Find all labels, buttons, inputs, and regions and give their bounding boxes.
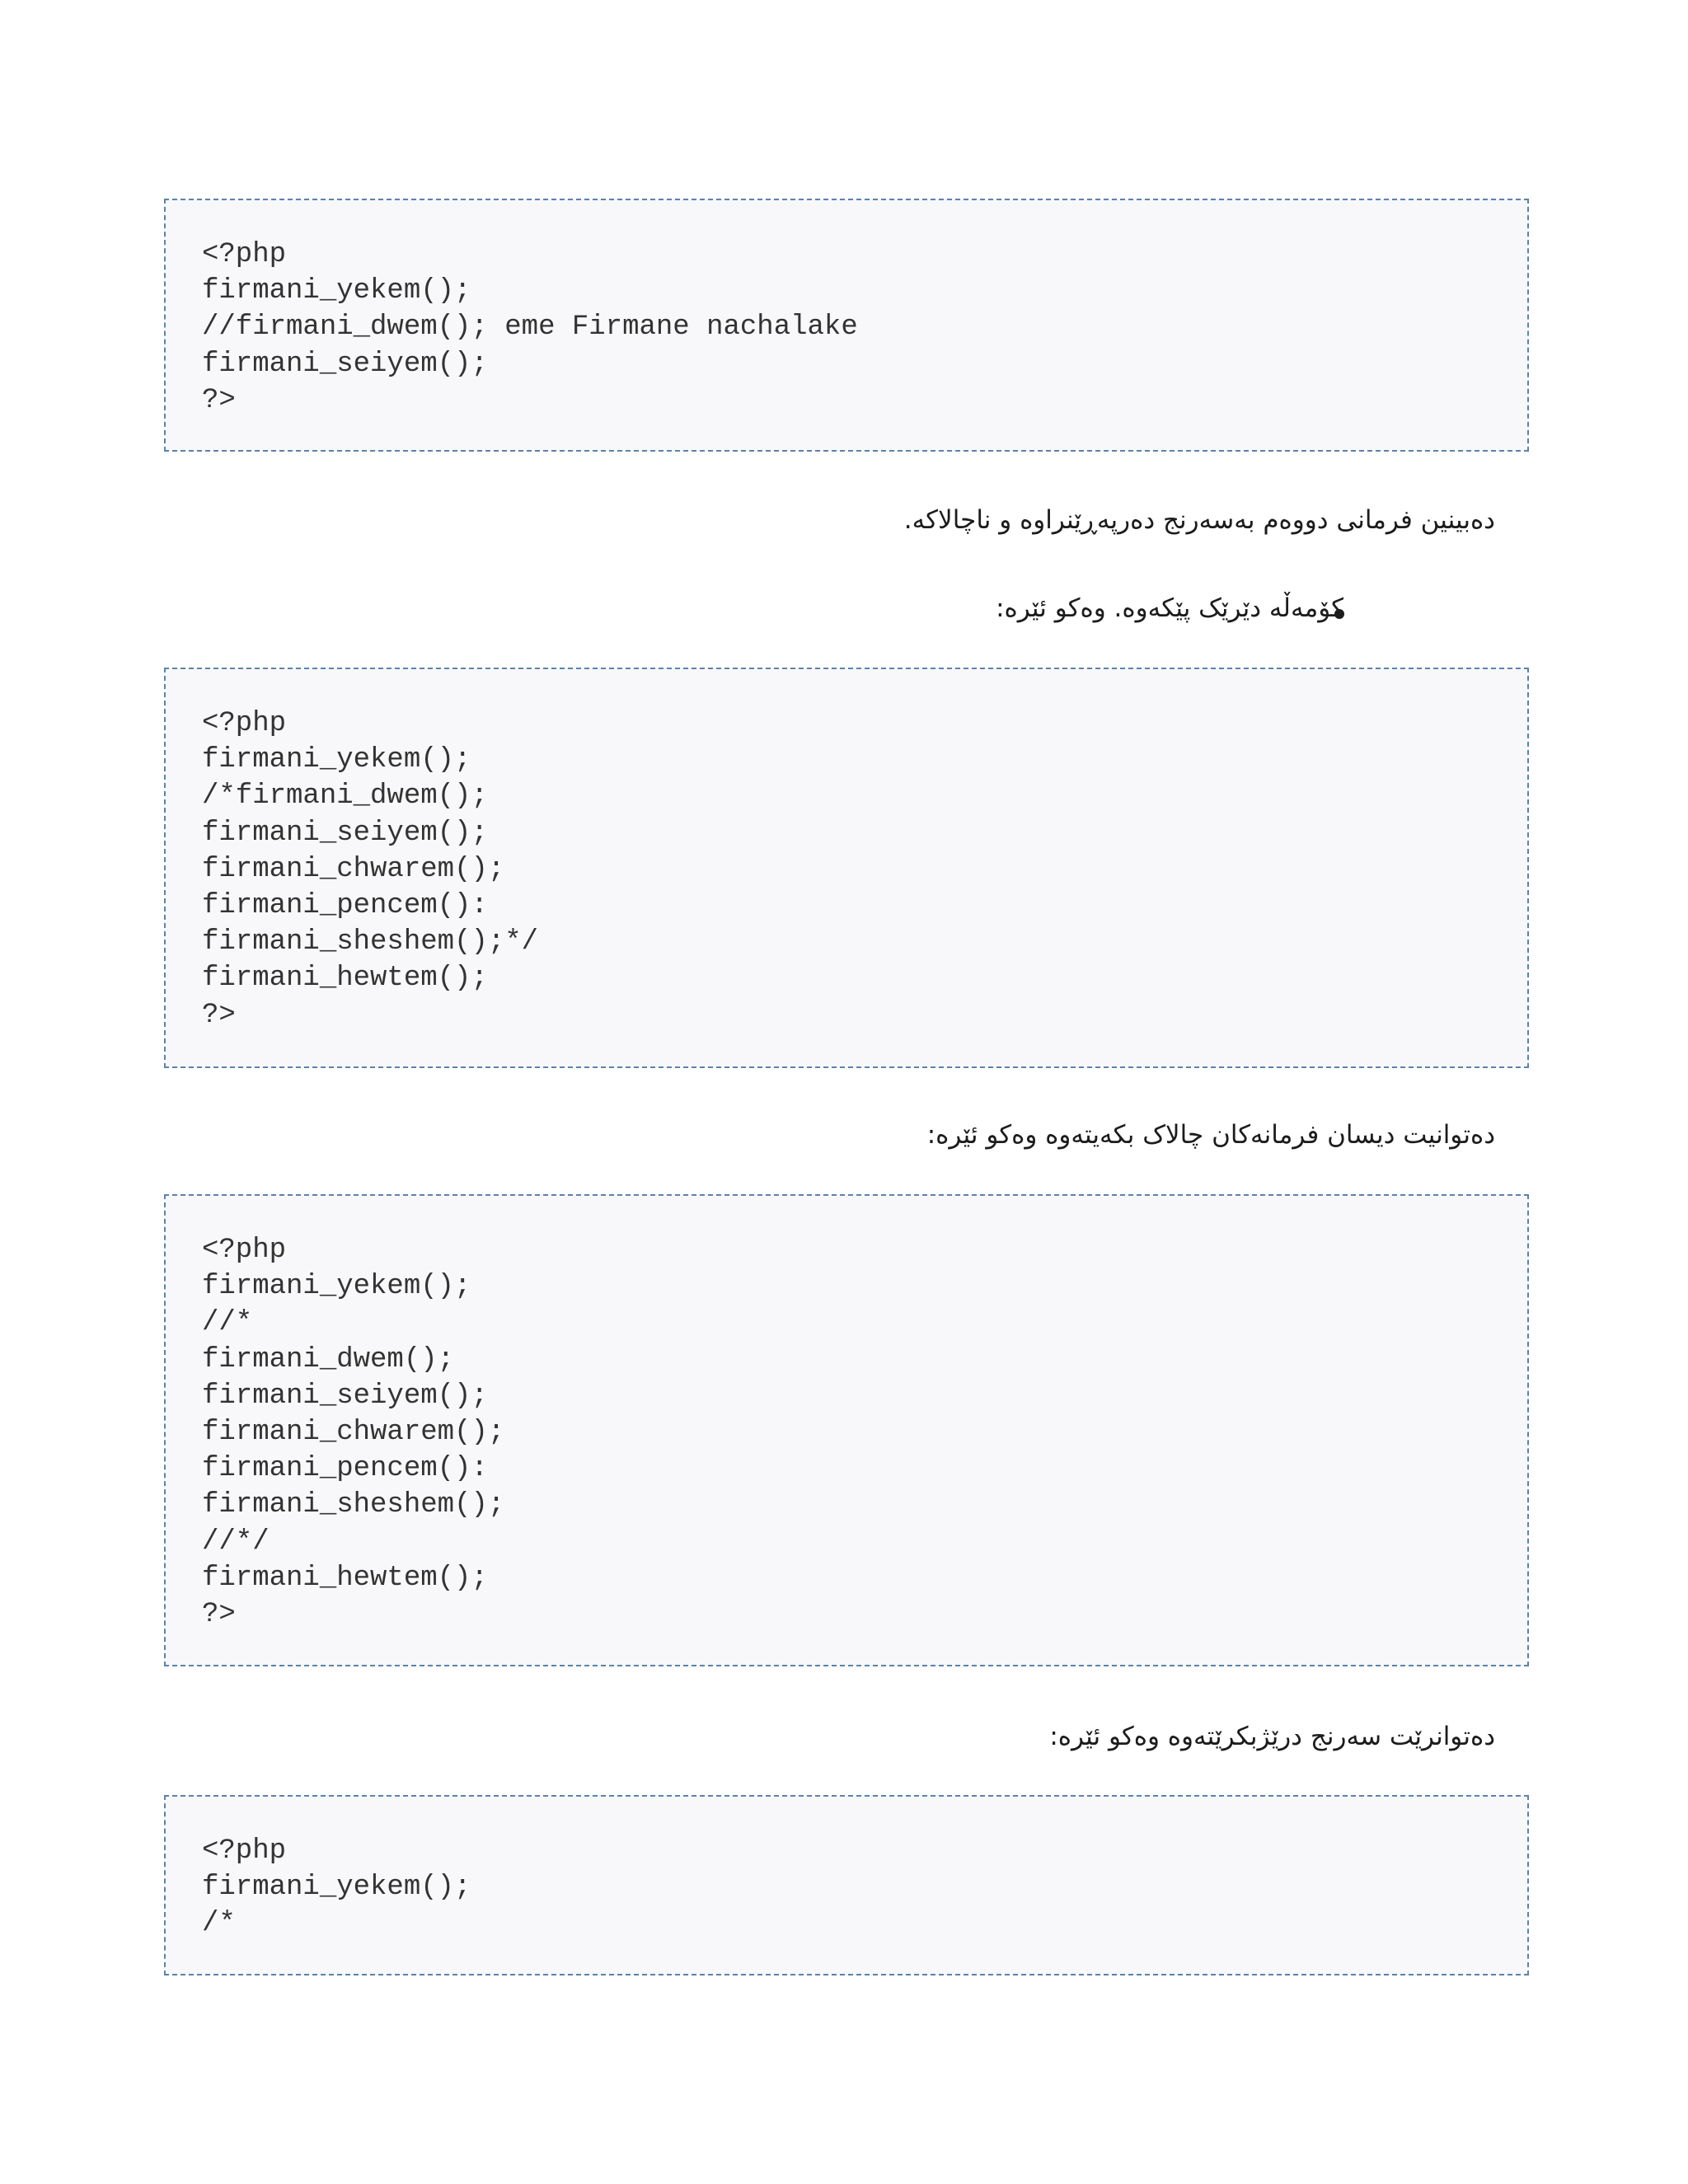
code-line: firmani_yekem(); (202, 1271, 471, 1303)
code-block-3 (164, 1194, 1529, 1666)
code-block-2 (164, 668, 1529, 1068)
paragraph-3: دەتوانرێت سەرنج درێژبکرێتەوە وەکو ئێرە: (1049, 1722, 1495, 1751)
code-line: firmani_chwarem(); (202, 1417, 505, 1449)
code-line: /* (202, 1908, 236, 1940)
code-line: firmani_yekem(); (202, 1872, 471, 1904)
code-line: /*firmani_dwem(); (202, 780, 488, 813)
bullet-item-1: کۆمەڵە دێرێک پێکەوە. وەکو ئێرە: (996, 593, 1343, 623)
code-line: ?> (202, 999, 236, 1031)
code-line: firmani_hewtem(); (202, 963, 488, 995)
code-line: firmani_yekem(); (202, 744, 471, 776)
code-line: firmani_seiyem(); (202, 348, 488, 380)
code-line: firmani_pencem(): (202, 1453, 488, 1485)
code-line: <?php (202, 1235, 287, 1266)
code-line: <?php (202, 708, 287, 739)
code-line: firmani_seiyem(); (202, 1380, 488, 1412)
code-line: firmani_dwem(); (202, 1343, 455, 1376)
code-line: <?php (202, 1835, 287, 1867)
code-line: //* (202, 1307, 253, 1339)
code-line: firmani_sheshem(); (202, 1489, 505, 1521)
code-line: firmani_chwarem(); (202, 853, 505, 885)
code-block-4 (164, 1795, 1529, 1975)
code-line: firmani_yekem(); (202, 275, 471, 307)
code-line: //firmani_dwem(); eme Firmane nachalake (202, 312, 858, 344)
paragraph-2: دەتوانیت دیسان فرمانەکان چالاک بکەیتەوە وەکو ئێرە: (926, 1120, 1495, 1150)
code-block-1 (164, 199, 1529, 452)
paragraph-1: دەبینین فرمانی دووەم بەسەرنج دەرپەڕێنراوە و ناچالاکە. (903, 505, 1495, 535)
code-line: <?php (202, 239, 287, 270)
code-line: firmani_sheshem();*/ (202, 926, 539, 958)
code-line: ?> (202, 1599, 236, 1631)
code-line: firmani_hewtem(); (202, 1562, 488, 1594)
code-line: firmani_seiyem(); (202, 817, 488, 849)
code-line: ?> (202, 384, 236, 416)
code-line: //*/ (202, 1526, 270, 1558)
code-line: firmani_pencem(): (202, 890, 488, 922)
